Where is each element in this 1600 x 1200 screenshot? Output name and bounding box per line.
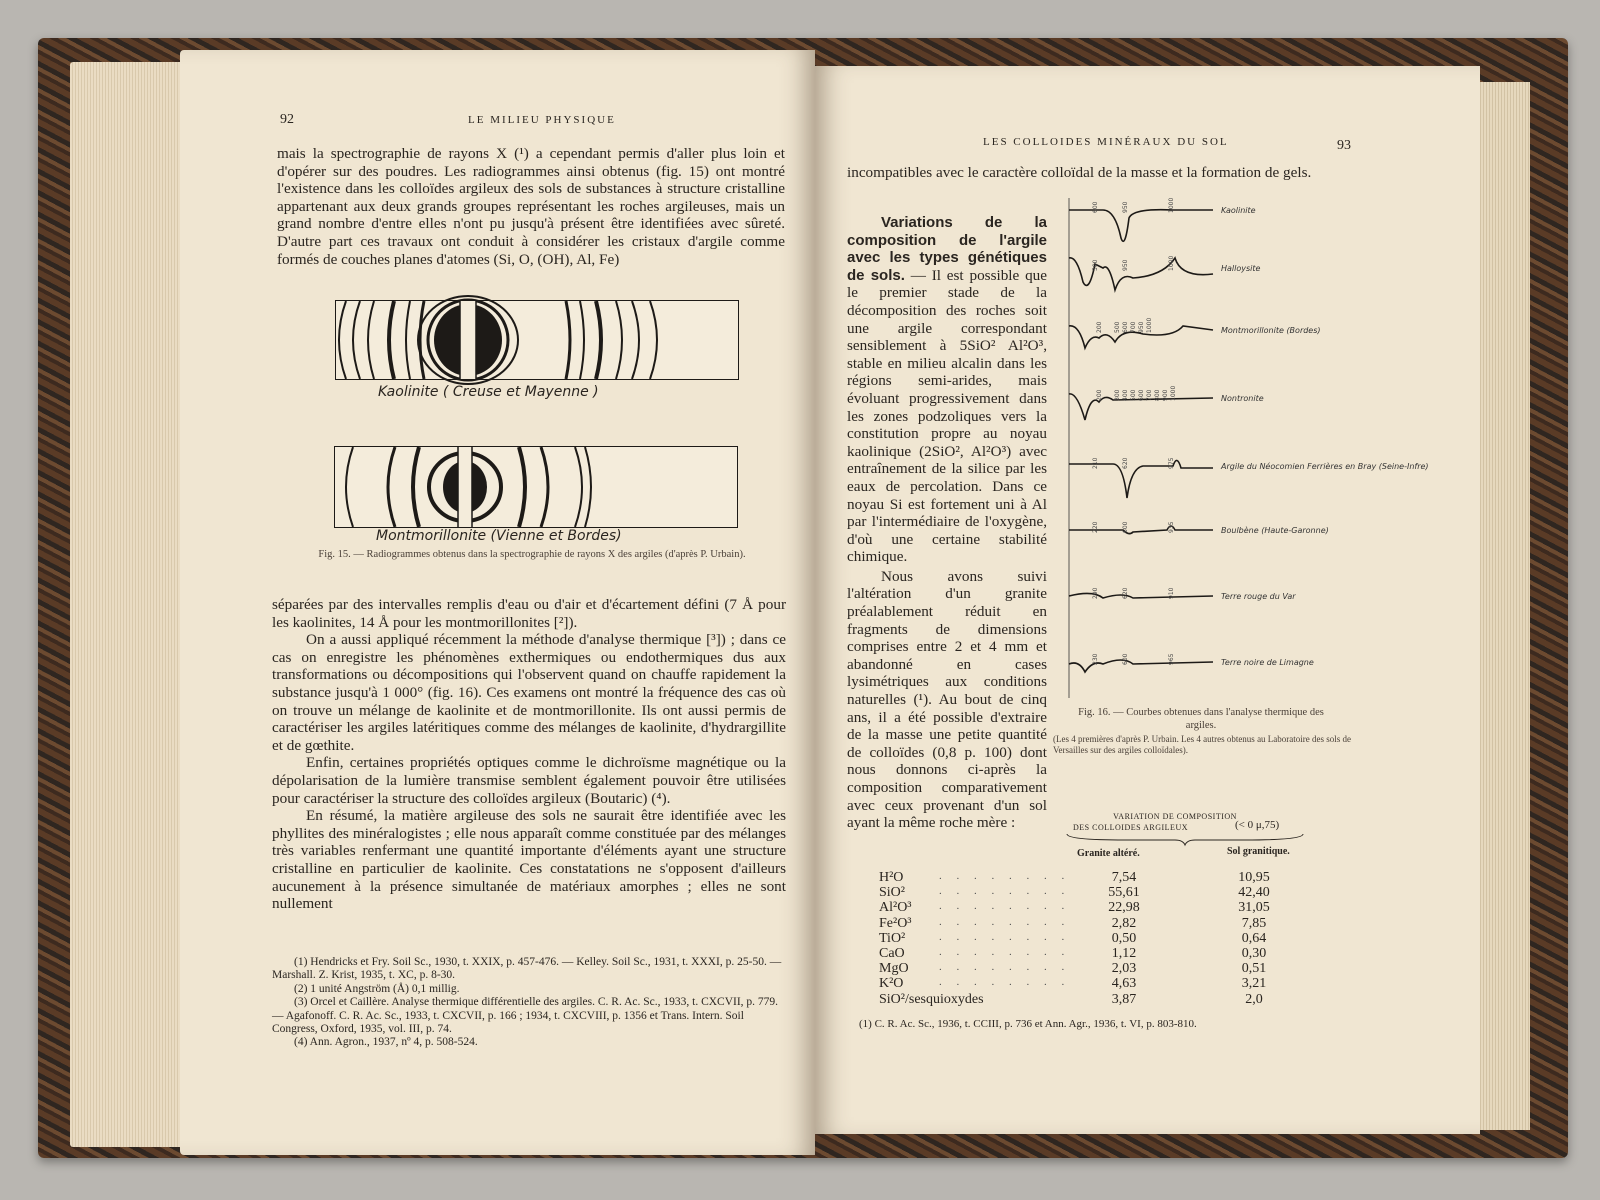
row-label: H²O [879,870,904,885]
paragraph-text: incompatibles avec le caractère colloïdal de la masse et la formation de gels. [847,164,1312,181]
tick-label: 600 [1122,653,1129,665]
paragraph-text: Nous avons suivi l'altération d'un granite préalablement réduit en fragments de dimensions comprises entre 2 et 4 mm et abandonné en cases lysimétriques aux conditions naturelles (¹). Au bout de cinq ans, il a été possible d'extraire de la masse une petite quantité de colloïdes (0,8 p. 100) dont nous donnons ci-après la composition comparativement avec ceux provenant d'un sol ayant la même roche mère : [847,567,1047,832]
footnote-text: (1) C. R. Ac. Sc., 1936, t. CCIII, p. 736 et Ann. Agr., 1936, t. VI, p. 803-810. [859,1018,1197,1030]
tick-label: 600 [1092,201,1099,213]
curve-line [1069,460,1213,498]
curve-label: Halloysite [1221,264,1261,273]
cell-sol: 42,40 [1238,885,1270,901]
left-page [180,50,815,1155]
cell-granite: 2,82 [1111,915,1137,931]
tick-label: 620 [1122,457,1129,469]
footnote: (2) 1 unité Angström (Å) 0,1 millig. [294,982,460,995]
radiogram-rings-icon [335,447,737,527]
leader-dots: . . . . . . . . [939,885,1071,898]
curve-label: Kaolinite [1221,206,1256,215]
section-title: Variations de la composition de l'argile avec les types génétiques de sols. [847,214,1047,284]
curve-line [1069,526,1213,534]
table-row [879,885,1309,900]
table-row [879,992,1309,1007]
footnote [859,1018,1359,1031]
curve-label: Montmorillonite (Bordes) [1221,326,1321,335]
paragraph-text: Enfin, certaines propriétés optiques comme le dichroïsme magnétique ou la dépolarisation de la lumière transmise semblent également pouvoir être utilisées pour caractériser la structure des colloïdes argileux (Boutaric) (⁴). [272,754,786,807]
footnote: (4) Ann. Agron., 1937, nº 4, p. 508-524. [294,1036,478,1049]
radiogram-label-kaolinite: Kaolinite ( Creuse et Mayenne ) [378,384,599,400]
leader-dots: . . . . . . . . [939,961,1071,974]
tick-label: 1000 [1168,255,1175,271]
cell-granite: 55,61 [1108,885,1140,901]
paragraph [277,145,785,268]
leader-dots: . . . . . . . . [939,915,1071,928]
tick-label: 1000 [1168,197,1175,213]
cell-granite: 4,63 [1111,976,1137,992]
footnotes [272,956,786,1050]
running-head: LES COLLOIDES MINÉRAUX DU SOL [983,136,1229,148]
row-label: K²O [879,976,904,992]
tick-label: 300 [1114,389,1121,401]
footnote: (1) Hendricks et Fry. Soil Sc., 1930, t. XXIX, p. 457-476. — Kelley. Soil Sc., 1931, t. XXXI, p. 25-50. — Marshall. Z. Krist, 1935, t. XC, p. 8-30. [272,956,782,982]
paragraph-text: On a aussi appliqué récemment la méthode d'analyse thermique [³]) ; dans ce cas on enregistre les phénomènes exthermiques ou endothermiques dus aux transformations ou décompositions qui l'observent quand on chauffe rapidement la substance jusqu'à 1 000° (fig. 16). Ces examens ont montré la fréquence des cas où on trouve un mélange de kaolinite et de montmorillonite. Ils ont aussi permis de caractériser les argiles latéritiques comme des mélanges de kaolinite, d'hydrargillite et de gœthite. [272,631,786,754]
figure-caption: Fig. 15. — Radiogrammes obtenus dans la spectrographie de rayons X des argiles (d'après P. Urbain). [318,549,746,560]
page-number: 93 [1337,138,1351,153]
section-paragraph [847,214,1047,832]
thermal-curve [1069,198,1256,242]
tick-label: 965 [1168,653,1175,665]
figure-subcaption: (Les 4 premières d'après P. Urbain. Les 4 autres obtenus au Laboratoire des sols de Versailles sur des argiles colloïdales). [1053,734,1352,755]
row-label: SiO² [879,885,905,901]
tick-label: 200 [1096,321,1103,333]
tick-label: 1000 [1146,317,1153,333]
row-label: CaO [879,946,905,961]
tick-label: 950 [1138,321,1145,333]
table-title-note: (< 0 μ,75) [1235,819,1280,831]
table-row [879,931,1309,946]
cell-sol: 0,30 [1241,946,1267,961]
table-row [879,870,1309,885]
cell-granite: 22,98 [1108,900,1140,916]
thermal-curve [1069,521,1329,535]
page-number: 92 [280,112,294,127]
tick-label: 220 [1092,521,1099,533]
leader-dots: . . . . . . . . [939,976,1071,989]
row-label: Al²O³ [879,900,912,916]
running-head: LE MILIEU PHYSIQUE [468,114,616,126]
cell-sol: 7,85 [1241,915,1267,931]
radiogram-montmorillonite [334,446,738,528]
table-row [879,961,1309,976]
tick-label: 900 [1162,389,1169,401]
column-header: Sol granitique. [1227,846,1290,857]
row-label: MgO [879,961,909,977]
footnote: (3) Orcel et Caillère. Analyse thermique différentielle des argiles. C. R. Ac. Sc., 1933, t. CXCVII, p. 779. — Agafonoff. C. R. Ac. Sc., 1933, t. CXCVII, p. 166 ; 1934, t. CXCVIII, p. 1356 et Trans. Intern. Soil Congress, Oxford, 1935, vol. III, p. 74. [272,996,779,1036]
leader-dots: . . . . . . . . [939,870,1071,882]
paragraph [847,164,1355,182]
tick-label: 950 [1122,259,1129,271]
curve-label: Boulbène (Haute-Garonne) [1221,526,1329,535]
radiogram-kaolinite [335,300,739,380]
curve-line [1069,210,1213,242]
tick-label: 950 [1122,201,1129,213]
cell-sol: 3,21 [1241,976,1267,992]
paragraph-text: séparées par des intervalles remplis d'eau ou d'air et d'écartement défini (7 Å pour les kaolinites, 14 Å pour les montmorillonites [²]). [272,596,786,631]
cell-sol: 31,05 [1238,900,1270,916]
tick-label: 230 [1092,653,1099,665]
cell-granite: 1,12 [1111,946,1137,961]
thermal-curves-chart [1063,197,1429,698]
tick-label: 700 [1130,321,1137,333]
curve-label: Argile du Néocomien Ferrières en Bray (Seine-Infre) [1221,462,1429,471]
row-label: Fe²O³ [879,915,912,931]
thermal-curve [1069,653,1314,672]
paragraph-group [272,596,786,913]
tick-label: 935 [1168,521,1175,533]
curve-label: Terre rouge du Var [1221,592,1296,601]
tick-label: 500 [1114,321,1121,333]
tick-label: 210 [1092,457,1099,469]
thermal-curve [1069,587,1296,601]
table-title: DES COLLOIDES ARGILEUX [1073,823,1188,832]
curve-label: Terre noire de Limagne [1221,658,1314,667]
row-label: SiO²/sesquioxydes [879,991,984,1007]
table-row [879,916,1309,931]
tick-label: 600 [1122,521,1129,533]
figure-caption: Fig. 16. — Courbes obtenues dans l'analyse thermique des argiles. [1078,707,1324,731]
tick-label: 500 [1130,389,1137,401]
cell-granite: 0,50 [1111,930,1137,946]
cell-sol: 2,0 [1245,991,1263,1007]
table-row [879,900,1309,915]
table-title: VARIATION DE COMPOSITION [1113,812,1237,821]
tick-label: 290 [1092,587,1099,599]
cell-granite: 2,03 [1111,961,1137,977]
tick-label: 975 [1168,457,1175,469]
curve-line [1069,593,1213,598]
leader-dots: . . . . . . . . [939,900,1071,913]
thermal-curve [1069,256,1261,290]
curve-line [1069,660,1213,672]
cell-sol: 0,51 [1241,961,1267,977]
thermal-curve [1069,318,1321,348]
tick-label: 400 [1122,389,1129,401]
row-label: TiO² [879,930,906,946]
paragraph-text: — Il est possible que le premier stade de la décomposition des roches soit une argile correspondant sensiblement à 5SiO² Al²O³, stable en milieu alcalin dans les régions semi-arides, mais évoluant progressivement dans les zones podzoliques vers la constitution propre au noyau kaolinique (2SiO², Al²O³) avec entraînement de la silice par les eaux de percolation. Dans ce noyau Si est fortement uni à Al par l'intermédiaire de l'oxygène, d'où une certaine stabilité chimique. [847,266,1047,566]
thermal-curve [1069,457,1429,498]
cell-sol: 0,64 [1241,930,1267,946]
tick-label: 620 [1122,587,1129,599]
cell-granite: 7,54 [1111,870,1137,885]
paragraph-text: En résumé, la matière argileuse des sols ne saurait être identifiée avec les phyllites des minéralogistes ; elle nous apparaît comme constituée par des mélanges très variables renfermant une quantité importante d'éléments ayant une structure cristalline en particulier de kaolinite. Ces constatations ne s'opposent d'ailleurs aucunement à la présence simultanée de matériaux amorphes ; elles ne sont nullement [272,807,786,913]
right-page [815,66,1480,1134]
curve-label: Nontronite [1221,394,1264,403]
paragraph-text: mais la spectrographie de rayons X (¹) a cependant permis d'aller plus loin et d'opérer sur des poudres. Les radiogrammes ainsi obtenus (fig. 15) ont montré l'existence dans les colloïdes argileux des sols de substances à structure cristalline appartenant aux deux grands groupes représentant les roches argileuses, mais un grand nombre d'entre elles n'ont pu jusqu'à présent être identifiées avec sûreté. D'autre part ces travaux ont conduit à considérer les cristaux d'argile comme formés de couches planes d'atomes (Si, O, (OH), Al, Fe) [277,145,785,268]
table-row [879,976,1309,991]
tick-label: 600 [1122,321,1129,333]
tick-label: 910 [1168,587,1175,599]
leader-dots: . . . . . . . . [939,946,1071,958]
brace-icon [1065,832,1305,846]
tick-label: 600 [1138,389,1145,401]
tick-label: 200 [1096,389,1103,401]
tick-label: 500 [1092,259,1099,271]
radiogram-rings-icon [336,301,738,379]
cell-granite: 3,87 [1111,991,1137,1007]
column-header: Granite altéré. [1077,848,1140,859]
curve-line [1069,255,1213,290]
tick-label: 800 [1154,389,1161,401]
tick-label: 1000 [1170,385,1177,401]
leader-dots: . . . . . . . . [939,930,1071,943]
radiogram-label-montmorillonite: Montmorillonite (Vienne et Bordes) [376,528,622,544]
cell-sol: 10,95 [1238,870,1270,885]
table-row [879,946,1309,961]
thermal-curve [1069,386,1264,420]
tick-label: 700 [1146,389,1153,401]
